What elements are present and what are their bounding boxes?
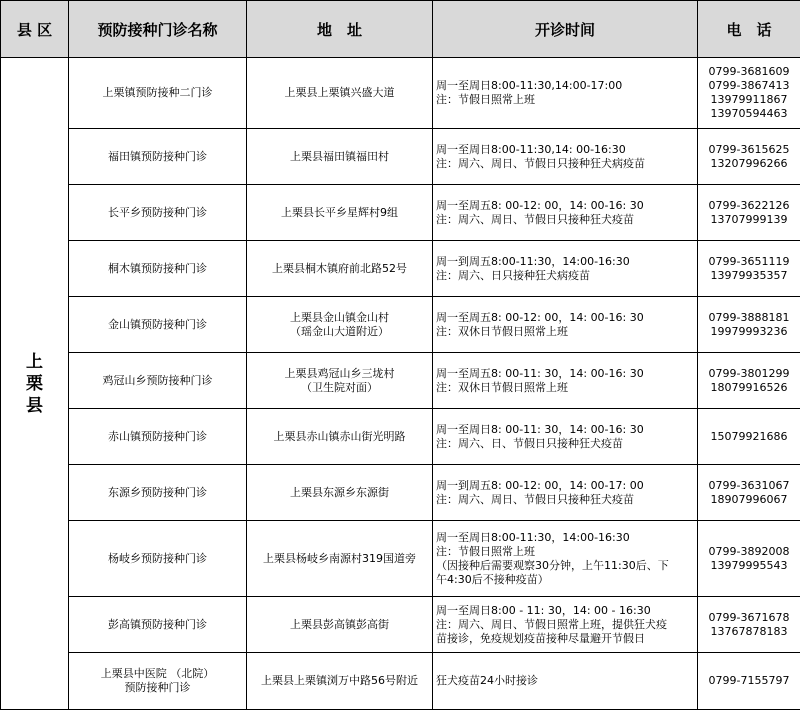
hours-line: （因接种后需要观察30分钟，上午11:30后、下	[436, 558, 669, 572]
phone-number: 0799-3892008	[708, 544, 790, 558]
table-body	[1, 58, 800, 710]
address-cell	[247, 465, 433, 521]
address-text: 上栗县福田镇福田村	[290, 149, 389, 163]
phone-cell	[698, 521, 800, 597]
address-cell	[247, 185, 433, 241]
hours-cell	[433, 241, 698, 297]
header-county: 县 区	[1, 1, 69, 58]
phone-number: 13207996266	[710, 156, 788, 170]
clinic-name: 长平乡预防接种门诊	[108, 205, 207, 219]
clinic-name-cell	[69, 653, 247, 710]
clinic-name-cell	[69, 129, 247, 185]
clinic-name-cell	[69, 297, 247, 353]
hours-line: 周一至周五8: 00-12: 00，14: 00-16: 30	[436, 198, 644, 212]
phone-number: 19979993236	[710, 324, 788, 338]
hours-line: 周一到周五8: 00-12: 00，14: 00-17: 00	[436, 478, 644, 492]
table-row	[1, 521, 800, 597]
clinic-name: 东源乡预防接种门诊	[108, 485, 207, 499]
header-address: 地 址	[247, 1, 433, 58]
hours-line: 注：节假日照常上班	[436, 544, 535, 558]
clinic-name: 赤山镇预防接种门诊	[108, 429, 207, 443]
phone-number: 15079921686	[710, 429, 788, 443]
hours-line: 注：周六、周日、节假日只接种狂犬病疫苗	[436, 156, 645, 170]
hours-cell	[433, 353, 698, 409]
hours-line: 狂犬疫苗24小时接诊	[436, 674, 538, 687]
clinic-name: 杨岐乡预防接种门诊	[108, 551, 207, 565]
header-phone: 电 话	[698, 1, 800, 58]
phone-cell	[698, 185, 800, 241]
phone-number: 0799-3867413	[708, 79, 790, 92]
phone-number: 0799-3801299	[708, 366, 790, 380]
address-cell	[247, 297, 433, 353]
phone-cell	[698, 465, 800, 521]
hours-cell	[433, 297, 698, 353]
table-row	[1, 353, 800, 409]
county-cell	[1, 58, 69, 710]
clinic-name: 桐木镇预防接种门诊	[108, 261, 207, 275]
hours-line: 周一至周日8:00-11:30,14:00-17:00	[436, 79, 623, 92]
header-clinic-name: 预防接种门诊名称	[69, 1, 247, 58]
clinic-name: 福田镇预防接种门诊	[108, 149, 207, 163]
phone-number: 0799-3681609	[708, 65, 790, 78]
phone-number: 0799-3651119	[708, 254, 790, 268]
phone-number: 0799-3671678	[708, 610, 790, 624]
address-text: （卫生院对面）	[301, 380, 378, 394]
hours-cell	[433, 521, 698, 597]
table-row	[1, 597, 800, 653]
hours-line: 周一至周五8: 00-12: 00，14: 00-16: 30	[436, 310, 644, 324]
address-cell	[247, 129, 433, 185]
hours-line: 周一至周日8:00 - 11: 30，14: 00 - 16:30	[436, 603, 651, 617]
address-cell	[247, 653, 433, 710]
phone-number: 0799-7155797	[708, 674, 790, 687]
phone-number: 13707999139	[710, 212, 788, 226]
county-name: 上栗县	[26, 351, 43, 416]
hours-line: 周一到周五8:00-11:30，14:00-16:30	[436, 254, 630, 268]
phone-cell	[698, 353, 800, 409]
address-text: 上栗县东源乡东源街	[290, 485, 389, 499]
hours-line: 注：周六、周日、节假日照常上班，提供狂犬疫	[436, 617, 667, 631]
clinic-name-cell	[69, 465, 247, 521]
phone-number: 18079916526	[710, 380, 788, 394]
phone-number: 13979995543	[710, 558, 788, 572]
table-row	[1, 653, 800, 710]
phone-number: 0799-3622126	[708, 198, 790, 212]
address-cell	[247, 409, 433, 465]
phone-cell	[698, 58, 800, 129]
hours-line: 注：双休日节假日照常上班	[436, 324, 568, 338]
hours-cell	[433, 185, 698, 241]
clinic-name-cell	[69, 409, 247, 465]
address-cell	[247, 58, 433, 129]
address-text: （瑶金山大道附近）	[290, 324, 389, 338]
phone-number: 18907996067	[710, 492, 788, 506]
phone-number: 13979911867	[710, 93, 788, 106]
phone-cell	[698, 597, 800, 653]
table-row	[1, 185, 800, 241]
hours-line: 周一至周五8: 00-11: 30，14: 00-16: 30	[436, 366, 644, 380]
hours-cell	[433, 465, 698, 521]
hours-line: 注：双休日节假日照常上班	[436, 380, 568, 394]
phone-number: 13979935357	[710, 268, 788, 282]
clinic-name: 上栗镇预防接种二门诊	[102, 86, 213, 99]
table-row	[1, 465, 800, 521]
hours-line: 苗接诊，免疫规划疫苗接种尽量避开节假日	[436, 631, 645, 645]
phone-number: 0799-3888181	[708, 310, 790, 324]
table-row	[1, 58, 800, 129]
address-text: 上栗县彭高镇彭高街	[290, 617, 389, 631]
table-row	[1, 297, 800, 353]
clinic-name: 上栗县中医院 （北院）	[100, 667, 215, 680]
hours-cell	[433, 597, 698, 653]
phone-number: 13970594463	[710, 107, 788, 120]
phone-cell	[698, 653, 800, 710]
hours-line: 周一至周日8:00-11:30,14: 00-16:30	[436, 142, 626, 156]
hours-line: 午4:30后不接种疫苗）	[436, 572, 549, 586]
address-text: 上栗县赤山镇赤山街光明路	[273, 429, 406, 443]
phone-number: 13767878183	[710, 624, 788, 638]
address-text: 上栗县上栗镇兴盛大道	[284, 86, 395, 99]
hours-line: 注：节假日照常上班	[436, 93, 535, 106]
address-text: 上栗县鸡冠山乡三垅村	[284, 366, 395, 380]
clinic-name: 彭高镇预防接种门诊	[108, 617, 207, 631]
hours-line: 周一至周日8: 00-11: 30，14: 00-16: 30	[436, 422, 644, 436]
phone-number: 0799-3631067	[708, 478, 790, 492]
hours-cell	[433, 129, 698, 185]
clinic-name-cell	[69, 58, 247, 129]
hours-cell	[433, 58, 698, 129]
clinic-name: 预防接种门诊	[124, 681, 191, 694]
address-text: 上栗县杨岐乡南源村319国道旁	[263, 551, 416, 565]
clinic-name-cell	[69, 521, 247, 597]
phone-cell	[698, 129, 800, 185]
table-row	[1, 409, 800, 465]
clinic-name: 鸡冠山乡预防接种门诊	[102, 373, 213, 387]
hours-cell	[433, 653, 698, 710]
address-cell	[247, 241, 433, 297]
phone-cell	[698, 297, 800, 353]
address-cell	[247, 597, 433, 653]
address-cell	[247, 353, 433, 409]
table-row	[1, 129, 800, 185]
clinic-name-cell	[69, 353, 247, 409]
address-text: 上栗县金山镇金山村	[290, 310, 389, 324]
phone-cell	[698, 409, 800, 465]
header-row	[1, 1, 800, 58]
clinic-name: 金山镇预防接种门诊	[108, 317, 207, 331]
hours-line: 周一至周日8:00-11:30，14:00-16:30	[436, 530, 630, 544]
table-row	[1, 241, 800, 297]
hours-line: 注：周六、日只接种狂犬病疫苗	[436, 268, 590, 282]
hours-cell	[433, 409, 698, 465]
clinic-name-cell	[69, 597, 247, 653]
hours-line: 注：周六、周日、节假日只接种狂犬疫苗	[436, 212, 634, 226]
phone-number: 0799-3615625	[708, 142, 790, 156]
header-hours: 开诊时间	[433, 1, 698, 58]
clinic-name-cell	[69, 185, 247, 241]
clinic-name-cell	[69, 241, 247, 297]
hours-line: 注：周六、周日、节假日只接种狂犬疫苗	[436, 492, 634, 506]
hours-line: 注：周六、日、节假日只接种狂犬疫苗	[436, 436, 623, 450]
address-cell	[247, 521, 433, 597]
address-text: 上栗县桐木镇府前北路52号	[272, 261, 407, 275]
address-text: 上栗县上栗镇浏万中路56号附近	[261, 674, 418, 687]
phone-cell	[698, 241, 800, 297]
address-text: 上栗县长平乡星辉村9组	[281, 205, 398, 219]
